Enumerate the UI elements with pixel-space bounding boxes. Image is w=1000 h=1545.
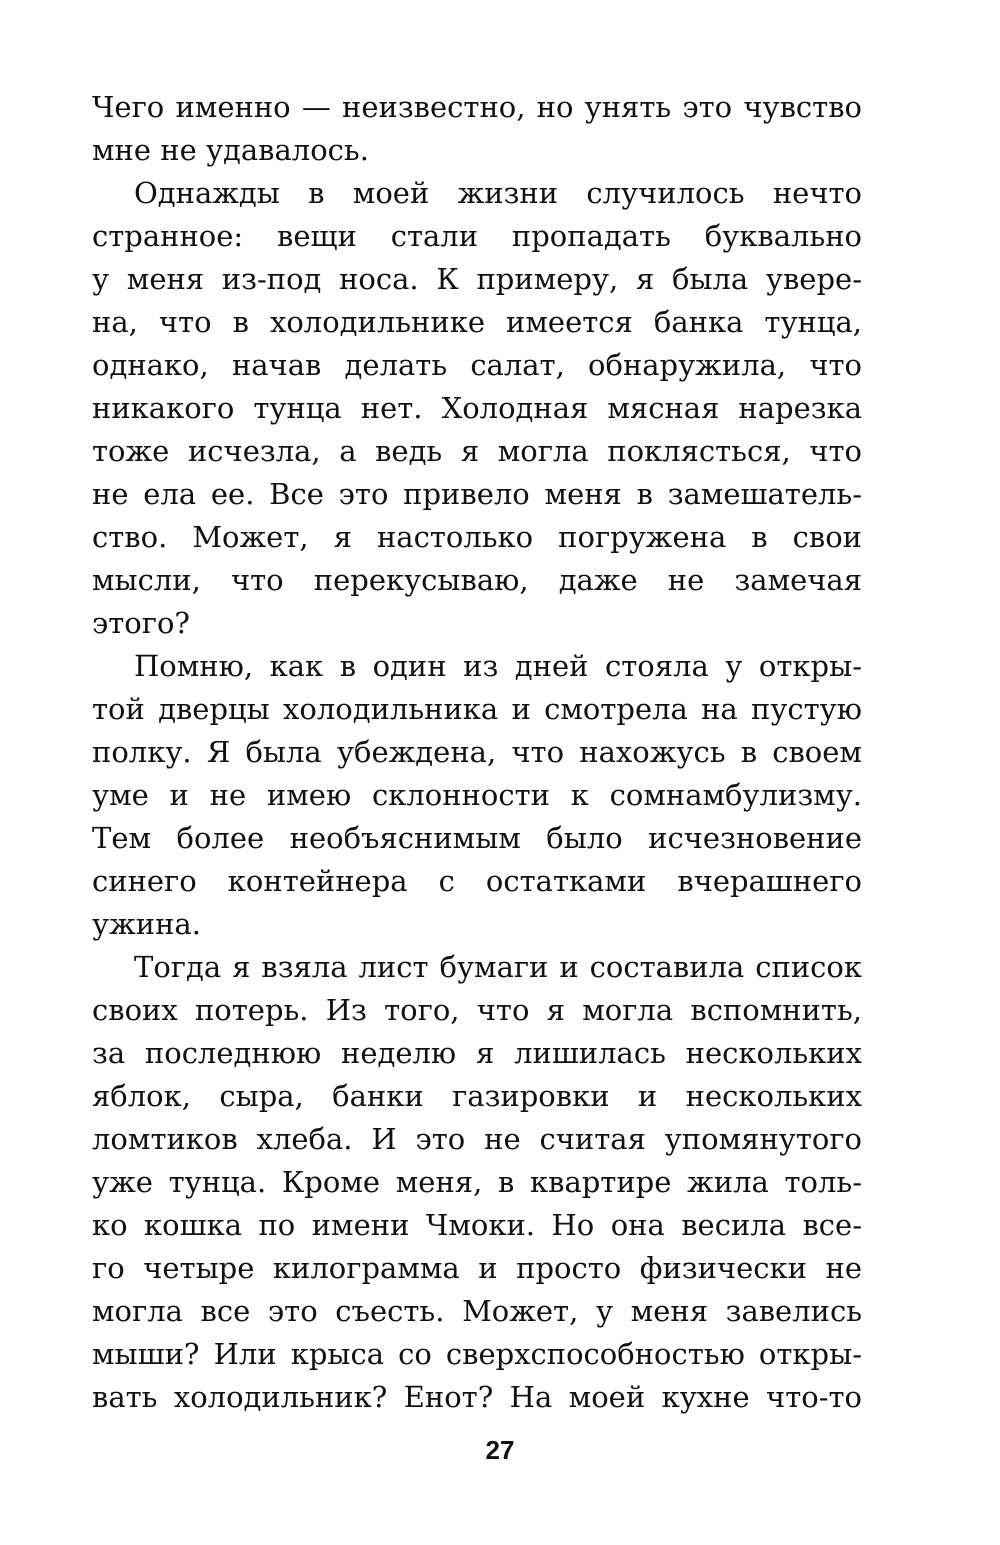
text-line: ство. Может, я настолько погружена в свои [92, 520, 862, 554]
text-line: никакого тунца нет. Холодная мясная нарезка [92, 391, 862, 425]
text-line: ужина. [92, 907, 201, 941]
text-line: не ела ее. Все это привело меня в замешатель- [92, 477, 862, 511]
text-line: уже тунца. Кроме меня, в квартире жила толь- [92, 1165, 862, 1199]
text-line: мысли, что перекусываю, даже не замечая [92, 563, 862, 597]
text-line: Помню, как в один из дней стояла у откры- [134, 649, 862, 683]
text-line: синего контейнера с остатками вчерашнего [92, 864, 862, 898]
text-line: го четыре килограмма и просто физически не [92, 1251, 862, 1285]
text-line: однако, начав делать салат, обнаружила, что [92, 348, 862, 382]
text-line: той дверцы холодильника и смотрела на пустую [92, 692, 862, 726]
text-line: своих потерь. Из того, что я могла вспомнить, [92, 993, 862, 1027]
text-line: вать холодильник? Енот? На моей кухне что-то [92, 1380, 862, 1414]
text-line: могла все это съесть. Может, у меня завелись [92, 1294, 862, 1328]
text-line: ко кошка по имени Чмоки. Но она весила все- [92, 1208, 862, 1242]
page-number: 27 [485, 1435, 515, 1465]
text-line: Тогда я взяла лист бумаги и составила список [134, 950, 862, 984]
text-line: Однажды в моей жизни случилось нечто [134, 176, 862, 210]
text-line: Тем более необъяснимым было исчезновение [92, 821, 862, 855]
text-line: яблок, сыра, банки газировки и нескольких [92, 1079, 862, 1113]
text-line: ломтиков хлеба. И это не считая упомянутого [92, 1122, 862, 1156]
text-line: странное: вещи стали пропадать буквально [92, 219, 862, 253]
text-line: полку. Я была убеждена, что нахожусь в своем [92, 735, 862, 769]
text-line: у меня из-под носа. К примеру, я была увере- [92, 262, 862, 296]
text-line: мыши? Или крыса со сверхспособностью откры- [92, 1337, 862, 1371]
text-line: этого? [92, 606, 190, 640]
text-line: за последнюю неделю я лишилась нескольких [92, 1036, 862, 1070]
text-line: Чего именно — неизвестно, но унять это чувство [92, 90, 862, 124]
text-line: на, что в холодильнике имеется банка тунца, [92, 305, 862, 339]
page-body [92, 86, 862, 1419]
text-line: уме и не имею склонности к сомнамбулизму. [92, 778, 862, 812]
text-line: тоже исчезла, а ведь я могла поклясться, что [92, 434, 862, 468]
text-line: мне не удавалось. [92, 133, 369, 167]
